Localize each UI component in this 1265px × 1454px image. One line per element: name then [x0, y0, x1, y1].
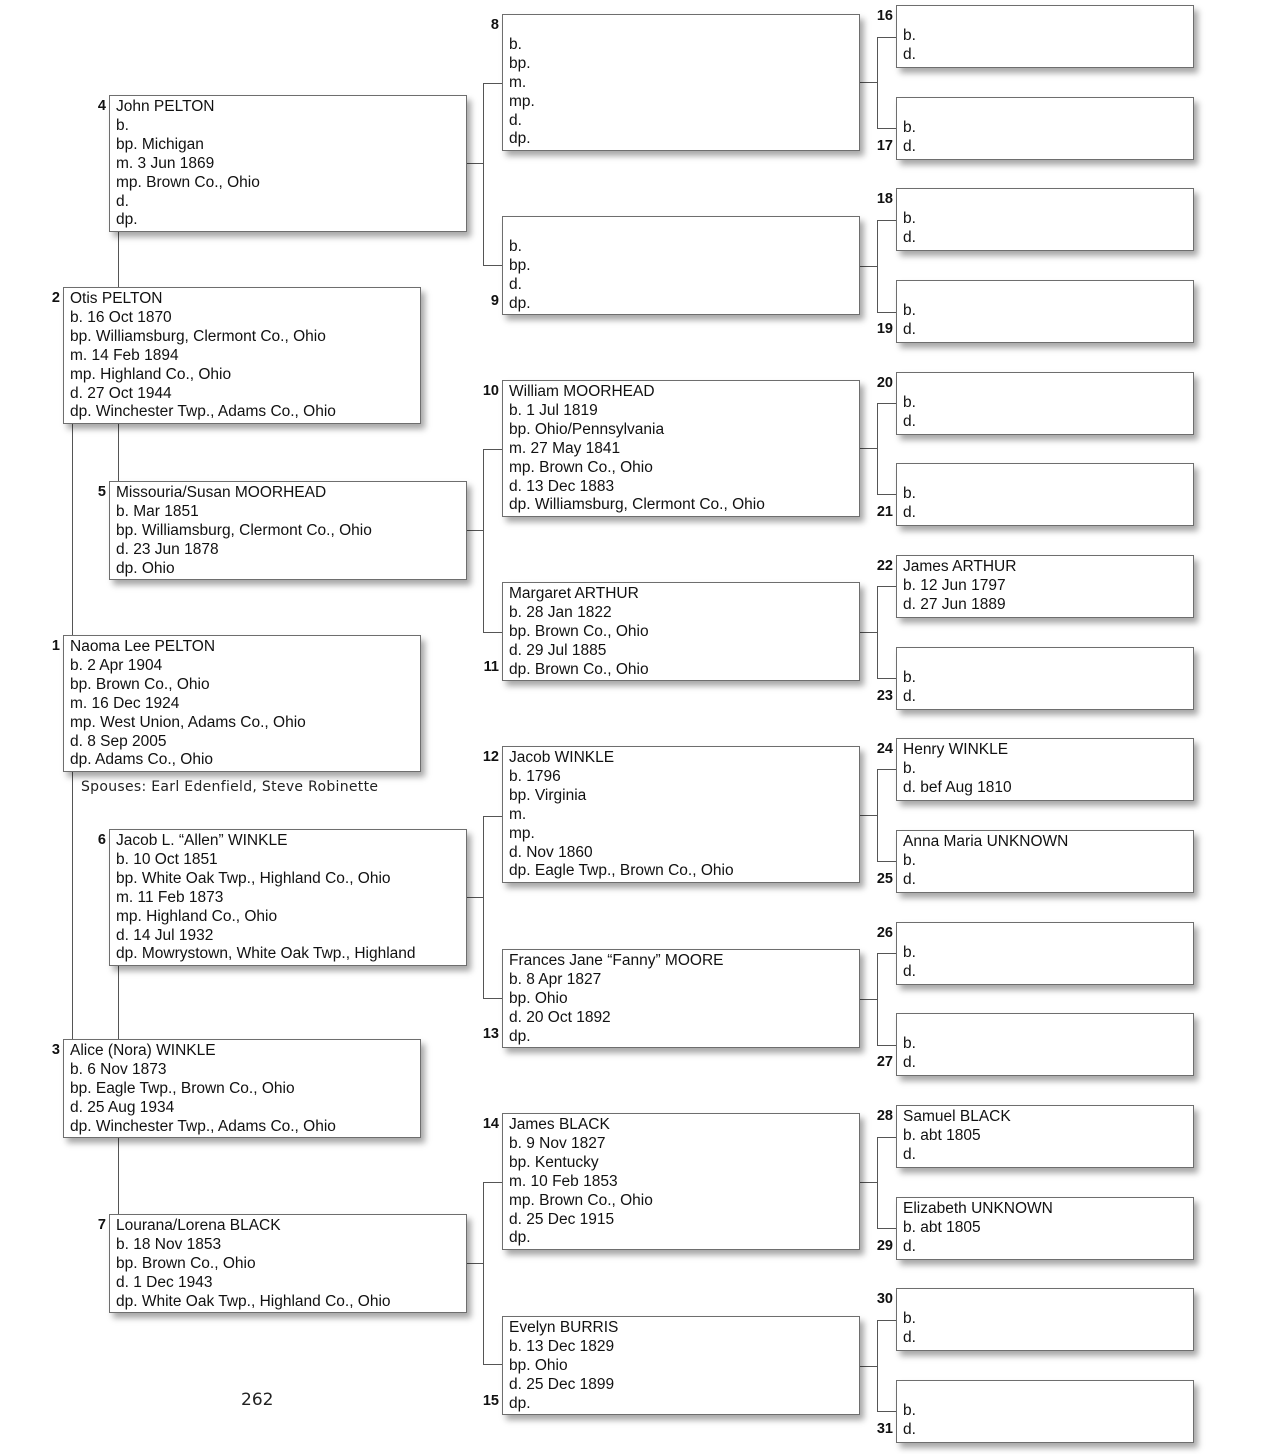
person-box-9[interactable]: [502, 216, 860, 315]
connector-p8-to-father: [877, 37, 896, 38]
person-fact: b.: [903, 851, 916, 869]
person-fact: dp. Brown Co., Ohio: [509, 660, 649, 678]
person-box-10[interactable]: [502, 380, 860, 517]
person-name: [903, 650, 1193, 669]
person-fact: m. 16 Dec 1924: [70, 694, 180, 712]
person-fact: d. 27 Oct 1944: [70, 384, 172, 402]
ahnentafel-number: 1: [51, 638, 60, 654]
person-name: [903, 191, 1193, 210]
person-fact: b.: [903, 759, 916, 777]
person-name: Jacob WINKLE: [509, 749, 615, 766]
person-box-29[interactable]: [896, 1197, 1194, 1260]
connector-p6-to-father: [483, 816, 502, 817]
connector-p12-out: [860, 815, 877, 816]
person-name: Missouria/Susan MOORHEAD: [116, 484, 327, 501]
page-number: 262: [241, 1390, 274, 1410]
person-box-1[interactable]: [63, 635, 421, 772]
person-fact: d.: [509, 275, 522, 293]
person-fact: m. 14 Feb 1894: [70, 346, 179, 364]
connector-p9-bracket: [877, 220, 878, 313]
person-fact: b. abt 1805: [903, 1126, 981, 1144]
person-fact: bp. Williamsburg, Clermont Co., Ohio: [70, 327, 326, 345]
connector-p9-out: [860, 266, 877, 267]
person-fact: mp. West Union, Adams Co., Ohio: [70, 713, 306, 731]
connector-p6-to-mother: [483, 998, 502, 999]
connector-p11-out: [860, 632, 877, 633]
person-fact: d.: [903, 1237, 916, 1255]
person-fact: d.: [903, 962, 916, 980]
person-box-14[interactable]: [502, 1113, 860, 1250]
person-fact: mp. Brown Co., Ohio: [509, 1191, 653, 1209]
connector-p14-out: [860, 1182, 877, 1183]
connector-p3-mother: [118, 1138, 119, 1214]
person-box-4[interactable]: [109, 95, 467, 232]
person-name: Anna Maria UNKNOWN: [903, 833, 1069, 850]
person-fact: m.: [509, 805, 527, 823]
spouses-note: Spouses: Earl Edenfield, Steve Robinette: [81, 779, 379, 795]
person-box-22[interactable]: [896, 555, 1194, 618]
connector-p12-to-mother: [877, 861, 896, 862]
connector-p5-out: [467, 530, 483, 531]
person-fact: b.: [903, 484, 916, 502]
person-fact: b.: [509, 35, 522, 53]
person-fact: dp. White Oak Twp., Highland Co., Ohio: [116, 1292, 391, 1310]
person-fact: d.: [903, 45, 916, 63]
connector-p7-to-father: [483, 1182, 502, 1183]
person-fact: dp. Winchester Twp., Adams Co., Ohio: [70, 403, 336, 421]
person-name: Alice (Nora) WINKLE: [70, 1042, 216, 1059]
connector-p10-to-mother: [877, 494, 896, 495]
connector-p10-out: [860, 448, 877, 449]
ahnentafel-number: 9: [490, 293, 499, 309]
ahnentafel-number: 6: [97, 832, 106, 848]
person-name: Jacob L. “Allen” WINKLE: [116, 832, 288, 849]
person-fact: d. 25 Aug 1934: [70, 1098, 175, 1116]
person-name: [903, 283, 1193, 302]
connector-p2-mother: [118, 424, 119, 481]
person-name: John PELTON: [116, 98, 215, 115]
connector-p13-to-father: [877, 953, 896, 954]
person-name: James BLACK: [509, 1116, 610, 1133]
person-name: Elizabeth UNKNOWN: [903, 1200, 1053, 1217]
person-fact: dp. Winchester Twp., Adams Co., Ohio: [70, 1117, 336, 1135]
connector-p5-to-mother: [483, 632, 502, 633]
person-name: Evelyn BURRIS: [509, 1319, 619, 1336]
person-fact: d.: [903, 228, 916, 246]
connector-p13-to-mother: [877, 1045, 896, 1046]
person-box-13[interactable]: [502, 949, 860, 1048]
ahnentafel-number: 22: [876, 558, 893, 574]
person-box-25[interactable]: [896, 830, 1194, 893]
ahnentafel-number: 28: [876, 1108, 893, 1124]
person-fact: dp. Ohio: [116, 559, 175, 577]
ahnentafel-number: 14: [482, 1116, 499, 1132]
connector-p5-to-father: [483, 449, 502, 450]
ahnentafel-number: 20: [876, 375, 893, 391]
person-fact: d. 8 Sep 2005: [70, 732, 167, 750]
person-fact: mp. Brown Co., Ohio: [116, 173, 260, 191]
ahnentafel-number: 31: [876, 1421, 893, 1437]
ahnentafel-number: 19: [876, 321, 893, 337]
person-name: James ARTHUR: [903, 558, 1017, 575]
connector-p14-bracket: [877, 1137, 878, 1229]
person-fact: d. 20 Oct 1892: [509, 1008, 611, 1026]
person-fact: b. 8 Apr 1827: [509, 970, 602, 988]
person-fact: b.: [903, 1401, 916, 1419]
person-box-3[interactable]: [63, 1039, 421, 1138]
person-fact: m. 27 May 1841: [509, 439, 621, 457]
ahnentafel-number: 15: [482, 1393, 499, 1409]
connector-p7-out: [467, 1263, 483, 1264]
person-fact: d. 27 Jun 1889: [903, 595, 1006, 613]
person-fact: d. 13 Dec 1883: [509, 477, 615, 495]
ahnentafel-number: 18: [876, 191, 893, 207]
ahnentafel-number: 21: [876, 504, 893, 520]
person-box-17[interactable]: [896, 97, 1194, 160]
connector-p3-father: [118, 966, 119, 1039]
ahnentafel-number: 29: [876, 1238, 893, 1254]
person-fact: b. 18 Nov 1853: [116, 1235, 222, 1253]
connector-p10-to-father: [877, 403, 896, 404]
connector-p6-out: [467, 897, 483, 898]
ahnentafel-number: 23: [876, 688, 893, 704]
person-fact: dp.: [509, 1394, 531, 1412]
person-fact: m. 10 Feb 1853: [509, 1172, 618, 1190]
person-fact: m. 3 Jun 1869: [116, 154, 215, 172]
person-box-19[interactable]: [896, 280, 1194, 343]
person-fact: d. 29 Jul 1885: [509, 641, 607, 659]
person-fact: d.: [903, 320, 916, 338]
person-box-21[interactable]: [896, 463, 1194, 526]
person-box-2[interactable]: [63, 287, 421, 424]
person-fact: dp.: [116, 211, 138, 229]
ahnentafel-number: 17: [876, 138, 893, 154]
person-box-20[interactable]: [896, 372, 1194, 435]
ahnentafel-number: 24: [876, 741, 893, 757]
person-name: [903, 466, 1193, 485]
connector-p7-bracket: [483, 1182, 484, 1365]
person-fact: dp.: [509, 1229, 531, 1247]
person-fact: bp. Virginia: [509, 786, 587, 804]
connector-p13-bracket: [877, 953, 878, 1046]
connector-p4-out: [467, 163, 483, 164]
person-box-12[interactable]: [502, 746, 860, 883]
person-name: William MOORHEAD: [509, 383, 655, 400]
connector-p4-to-father: [483, 83, 502, 84]
person-fact: dp. Eagle Twp., Brown Co., Ohio: [509, 862, 734, 880]
person-name: Samuel BLACK: [903, 1108, 1011, 1125]
person-fact: bp.: [509, 256, 531, 274]
person-fact: d. 25 Dec 1899: [509, 1375, 615, 1393]
person-fact: d.: [903, 687, 916, 705]
ahnentafel-number: 25: [876, 871, 893, 887]
connector-p13-out: [860, 999, 877, 1000]
person-fact: b. 10 Oct 1851: [116, 850, 218, 868]
person-box-30[interactable]: [896, 1288, 1194, 1351]
person-name: Henry WINKLE: [903, 741, 1009, 758]
person-fact: bp. Ohio/Pennsylvania: [509, 420, 665, 438]
person-box-27[interactable]: [896, 1013, 1194, 1076]
person-fact: dp. Adams Co., Ohio: [70, 751, 214, 769]
ahnentafel-number: 7: [97, 1217, 106, 1233]
connector-p15-to-mother: [877, 1411, 896, 1412]
connector-p11-to-mother: [877, 678, 896, 679]
person-fact: bp. Kentucky: [509, 1153, 599, 1171]
person-fact: b.: [903, 209, 916, 227]
person-fact: d. 1 Dec 1943: [116, 1273, 213, 1291]
person-fact: m.: [509, 73, 527, 91]
person-fact: d.: [903, 1328, 916, 1346]
person-fact: b.: [903, 1309, 916, 1327]
person-name: Otis PELTON: [70, 290, 163, 307]
person-fact: b.: [903, 301, 916, 319]
connector-p12-bracket: [877, 769, 878, 862]
person-fact: b. 28 Jan 1822: [509, 603, 612, 621]
ahnentafel-number: 13: [482, 1026, 499, 1042]
ahnentafel-number: 11: [483, 659, 499, 675]
person-fact: b.: [116, 116, 129, 134]
person-fact: mp.: [509, 92, 535, 110]
person-box-11[interactable]: [502, 582, 860, 681]
ahnentafel-number: 4: [97, 98, 106, 114]
person-box-28[interactable]: [896, 1105, 1194, 1168]
person-fact: b.: [903, 668, 916, 686]
person-fact: bp. Brown Co., Ohio: [116, 1254, 256, 1272]
ahnentafel-number: 2: [51, 290, 60, 306]
person-fact: bp. Eagle Twp., Brown Co., Ohio: [70, 1079, 295, 1097]
person-fact: d.: [903, 870, 916, 888]
person-fact: d.: [116, 192, 129, 210]
person-name: [903, 100, 1193, 119]
connector-p4-to-mother: [483, 265, 502, 266]
person-fact: bp. Ohio: [509, 1356, 568, 1374]
ahnentafel-number: 12: [482, 749, 499, 765]
person-name: Margaret ARTHUR: [509, 585, 639, 602]
person-fact: bp. Michigan: [116, 135, 204, 153]
person-fact: bp. White Oak Twp., Highland Co., Ohio: [116, 869, 391, 887]
person-fact: dp. Mowrystown, White Oak Twp., Highland: [116, 945, 416, 963]
person-fact: bp.: [509, 54, 531, 72]
person-fact: d. Nov 1860: [509, 843, 593, 861]
connector-p14-to-father: [877, 1137, 896, 1138]
connector-p4-bracket: [483, 83, 484, 266]
connector-p9-to-mother: [877, 312, 896, 313]
ahnentafel-number: 30: [876, 1291, 893, 1307]
ahnentafel-number: 3: [51, 1042, 60, 1058]
connector-p5-bracket: [483, 449, 484, 633]
person-name: Naoma Lee PELTON: [70, 638, 216, 655]
person-name: [509, 219, 859, 238]
person-fact: d.: [903, 412, 916, 430]
person-fact: d. 14 Jul 1932: [116, 926, 214, 944]
connector-p9-to-father: [877, 220, 896, 221]
connector-p15-to-father: [877, 1320, 896, 1321]
person-fact: b.: [509, 237, 522, 255]
person-box-31[interactable]: [896, 1380, 1194, 1443]
person-fact: b.: [903, 26, 916, 44]
person-box-8[interactable]: [502, 14, 860, 151]
person-box-7[interactable]: [109, 1214, 467, 1313]
connector-p7-to-mother: [483, 1364, 502, 1365]
ahnentafel-number: 5: [97, 484, 106, 500]
person-fact: d.: [903, 137, 916, 155]
ahnentafel-number: 16: [876, 8, 893, 24]
ahnentafel-number: 10: [482, 383, 499, 399]
person-box-6[interactable]: [109, 829, 467, 966]
person-name: [903, 8, 1193, 27]
person-fact: bp. Brown Co., Ohio: [509, 622, 649, 640]
ahnentafel-number: 27: [876, 1054, 893, 1070]
person-name: Lourana/Lorena BLACK: [116, 1217, 281, 1234]
person-name: [509, 17, 859, 36]
person-fact: d. 23 Jun 1878: [116, 540, 219, 558]
person-name: [903, 375, 1193, 394]
person-fact: b.: [903, 393, 916, 411]
person-fact: d.: [509, 111, 522, 129]
person-fact: b. 1796: [509, 767, 561, 785]
person-fact: b. 12 Jun 1797: [903, 576, 1006, 594]
person-fact: b. 2 Apr 1904: [70, 656, 163, 674]
person-fact: d.: [903, 503, 916, 521]
person-name: Frances Jane “Fanny” MOORE: [509, 952, 724, 969]
person-fact: bp. Ohio: [509, 989, 568, 1007]
person-fact: dp.: [509, 294, 531, 312]
connector-p2-father: [118, 232, 119, 287]
person-box-5[interactable]: [109, 481, 467, 580]
person-fact: mp. Brown Co., Ohio: [509, 458, 653, 476]
connector-p11-bracket: [877, 586, 878, 679]
person-fact: mp. Highland Co., Ohio: [70, 365, 232, 383]
person-fact: b.: [903, 943, 916, 961]
connector-p15-out: [860, 1366, 877, 1367]
person-fact: b. 6 Nov 1873: [70, 1060, 167, 1078]
person-name: [903, 1291, 1193, 1310]
person-fact: b. abt 1805: [903, 1218, 981, 1236]
person-fact: b. 13 Dec 1829: [509, 1337, 615, 1355]
person-name: [903, 1383, 1193, 1402]
person-box-15[interactable]: [502, 1316, 860, 1415]
person-fact: b. 16 Oct 1870: [70, 308, 172, 326]
person-fact: bp. Williamsburg, Clermont Co., Ohio: [116, 521, 372, 539]
person-fact: mp.: [509, 824, 535, 842]
person-fact: b. 1 Jul 1819: [509, 401, 598, 419]
person-fact: b.: [903, 1034, 916, 1052]
person-name: [903, 1016, 1193, 1035]
person-fact: b.: [903, 118, 916, 136]
person-box-18[interactable]: [896, 188, 1194, 251]
connector-p12-to-father: [877, 769, 896, 770]
person-box-24[interactable]: [896, 738, 1194, 801]
person-fact: dp.: [509, 1027, 531, 1045]
person-fact: mp. Highland Co., Ohio: [116, 907, 278, 925]
connector-p8-bracket: [877, 37, 878, 129]
person-fact: d.: [903, 1420, 916, 1438]
person-box-16[interactable]: [896, 5, 1194, 68]
connector-p11-to-father: [877, 586, 896, 587]
connector-p15-bracket: [877, 1320, 878, 1412]
person-fact: dp.: [509, 130, 531, 148]
person-fact: m. 11 Feb 1873: [116, 888, 224, 906]
person-fact: bp. Brown Co., Ohio: [70, 675, 210, 693]
ahnentafel-number: 8: [490, 17, 499, 33]
person-fact: b. Mar 1851: [116, 502, 199, 520]
connector-p10-bracket: [877, 403, 878, 495]
person-box-23[interactable]: [896, 647, 1194, 710]
person-fact: b. 9 Nov 1827: [509, 1134, 606, 1152]
person-fact: d. 25 Dec 1915: [509, 1210, 615, 1228]
person-fact: d. bef Aug 1810: [903, 778, 1012, 796]
connector-p14-to-mother: [877, 1228, 896, 1229]
person-fact: d.: [903, 1053, 916, 1071]
connector-p6-bracket: [483, 816, 484, 999]
person-fact: dp. Williamsburg, Clermont Co., Ohio: [509, 496, 765, 514]
connector-p8-to-mother: [877, 128, 896, 129]
person-box-26[interactable]: [896, 922, 1194, 985]
person-name: [903, 925, 1193, 944]
connector-p8-out: [860, 82, 877, 83]
ahnentafel-number: 26: [876, 925, 893, 941]
person-fact: d.: [903, 1145, 916, 1163]
